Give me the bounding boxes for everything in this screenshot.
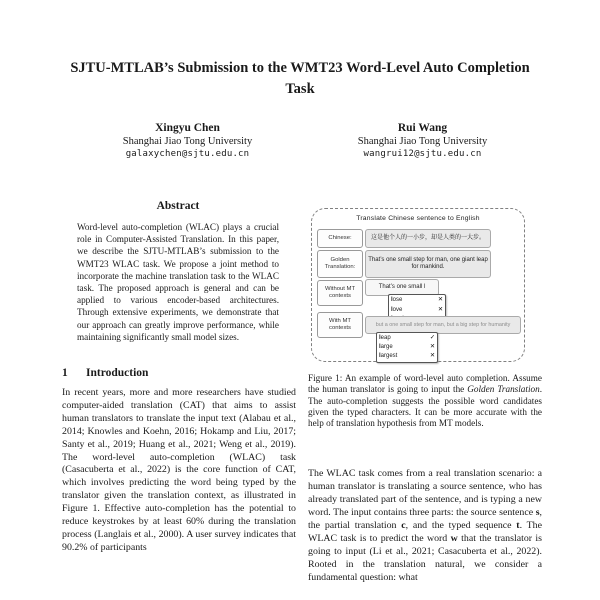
- abstract-heading: Abstract: [156, 200, 200, 212]
- author-1: [78, 122, 298, 159]
- figure-label-without-mt-contexts: Without MT contexts: [317, 280, 363, 306]
- author-2-affiliation: Shanghai Jiao Tong University: [357, 136, 488, 147]
- figure-content-typed-text: That’s one small l: [365, 279, 439, 296]
- check-icon: ✓: [429, 334, 435, 342]
- author-1-name: Xingyu Chen: [155, 122, 220, 134]
- suggestion-word: large: [379, 344, 393, 351]
- suggestion-item[interactable]: [379, 334, 435, 343]
- suggestion-item[interactable]: [379, 352, 435, 361]
- author-block: [70, 122, 540, 159]
- cross-icon: ✕: [437, 296, 443, 304]
- author-2-email: wangrui12@sjtu.edu.cn: [363, 149, 482, 159]
- suggestion-word: love: [391, 306, 403, 313]
- cross-icon: ✕: [429, 343, 435, 351]
- suggestion-word: leap: [379, 335, 391, 342]
- author-1-email: galaxychen@sjtu.edu.cn: [125, 149, 250, 159]
- wlac-task-paragraph: The WLAC task comes from a real translation scenario: a human translator is translating a source sentence, who has already translated part of the sentence, and is typing a new word. The input contains three parts: the source sentence s, the partial translation c, and the typed sequence t. The WLAC task is to predict the word w that the translator is going to input (Li et al., 2021; Casacuberta et al., 2022). Rooted in the translation natural, we consider a fundamental question: what: [308, 468, 542, 584]
- author-2-name: Rui Wang: [397, 122, 448, 134]
- figure-1-caption: Figure 1: An example of word-level auto completion. Assume the human translator is going to input the Golden Translation. The auto-completion suggests the possible word candidates given the typed characters. It can be more accurate with the help of translation hypothesis from MT models.: [308, 373, 542, 429]
- cross-icon: ✕: [429, 352, 435, 360]
- figure-1-panel: [311, 208, 525, 362]
- suggestion-item[interactable]: [391, 296, 443, 305]
- figure-panel-header: Translate Chinese sentence to English: [356, 215, 480, 222]
- right-column: [308, 198, 542, 584]
- figure-label-golden-translation: Golden Translation:: [317, 250, 363, 278]
- figure-content-chinese-sentence: 这是他个人的一小步，却是人类的一大步。: [365, 229, 491, 248]
- figure-content-golden-translation: That’s one small step for man, one giant leap for mankind.: [365, 250, 491, 278]
- cross-icon: ✕: [437, 305, 443, 313]
- abstract-text: Word-level auto-completion (WLAC) plays a crucial role in Computer-Assisted Translation. In this paper, we describe the SJTU-MTLAB’s submission to the WMT23 WLAC task. We propose a joint method to incorporate the machine translation task to the WLAC task. The proposed approach is general and can be applied to various encoder-based architectures. Through extensive experiments, we demonstrate that our approach can greatly improve performance, while maintaining significantly small model sizes.: [77, 222, 279, 342]
- figure-label-chinese: Chinese:: [317, 229, 363, 248]
- suggestion-item[interactable]: [391, 306, 443, 315]
- author-2: [313, 122, 533, 159]
- figure-content-mt-hypothesis: but a one small step for man, but a big step for humanity: [365, 316, 521, 334]
- suggestion-word: largest: [379, 353, 398, 360]
- section-number: 1: [62, 367, 68, 380]
- suggestion-item[interactable]: [379, 343, 435, 352]
- paper-title: SJTU-MTLAB’s Submission to the WMT23 Word-Level Auto Completion Task: [70, 60, 530, 97]
- left-column: [62, 198, 296, 555]
- suggestion-popup-with-mt: [376, 332, 438, 363]
- introduction-paragraph: In recent years, more and more researchers have studied computer-aided translation (CAT) that aims to assist human translators to translate the input text (Alabau et al., 2014; Knowles and Koehn, 2016; Hokamp and Liu, 2017; Santy et al., 2019; Huang et al., 2021; Weng et al., 2019). The word-level auto-completion (WLAC) task (Casacuberta et al., 2022) is the core function of CAT, which involves predicting the word being typed by the translator given the translation context, as illustrated in Figure 1. Effective auto-completion has the potential to reduce keystrokes by at least 60% during the translation process (Langlais et al., 2000). A user survey indicates that 90.2% of participants: [62, 387, 296, 553]
- author-1-affiliation: Shanghai Jiao Tong University: [122, 136, 253, 147]
- section-heading-introduction: [62, 367, 296, 379]
- section-title: Introduction: [86, 367, 149, 380]
- suggestion-word: lose: [391, 297, 403, 304]
- figure-label-with-mt-contexts: With MT contexts: [317, 312, 363, 338]
